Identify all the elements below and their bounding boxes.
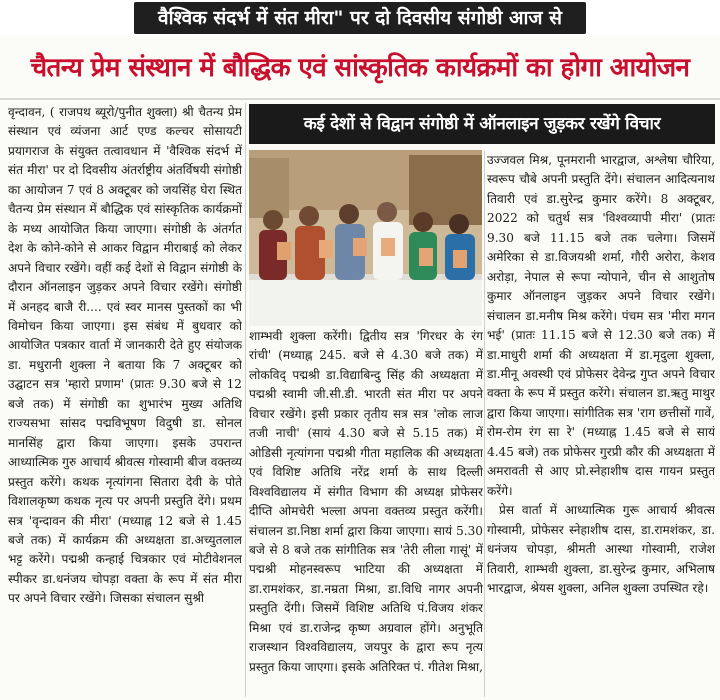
event-photo xyxy=(249,150,482,326)
kicker-strap xyxy=(0,0,720,36)
article-column-1 xyxy=(8,103,242,697)
event-photo-illustration xyxy=(249,150,482,326)
article-column-3 xyxy=(487,151,715,697)
headline: चैतन्य प्रेम संस्थान में बौद्धिक एवं सांस्कृतिक कार्यक्रमों का होगा आयोजन xyxy=(30,53,690,83)
subheadline: कई देशों से विद्वान संगोष्ठी में ऑनलाइन जुड़कर रखेंगे विचार xyxy=(249,104,715,144)
column-1-text: वृन्दावन, ( राजपथ ब्यूरो/पुनीत शुक्ला) श्री चैतन्य प्रेम संस्थान एवं व्यंजना आर्ट एण्ड कल्चर सोसायटी प्रयागराज के संयुक्त तत्वावधान में 'वैश्विक संदर्भ में संत मीरा' पर दो दिवसीय अंतर्राष्ट्रीय अंतर्विषयी संगोष्ठी का आयोजन 7 एवं 8 अक्टूबर को जयसिंह घेरा स्थित चैतन्य प्रेम संस्थान में बौद्धिक एवं सांस्कृतिक कार्यक्रमों के मध्य आयोजित किया जाएगा। संगोष्ठी के अंतर्गत देश के कोने-कोने से आकर विद्वान मीराबाई को लेकर अपने विचार रखेंगे। वहीं कई देशों से विद्वान संगोष्ठी के दौरान ऑनलाइन जुड़कर अपने विचार रखेंगे। संगोष्ठी में अनहद बाजै री.... एवं स्वर मानस पुस्तकों का भी विमोचन किया जाएगा। इस संबंध में बुधवार को आयोजित पत्रकार वार्ता में जानकारी देते हुए संयोजक डा. मधुरानी शुक्ला ने बताया कि 7 अक्टूबर को उद्घाटन सत्र 'म्हारो प्रणाम' (प्रातः 9.30 बजे से 12 बजे तक) में संगोष्ठी का शुभारंभ मुख्य अतिथि राज्यसभा सांसद पद्मविभूषण विदुषी डा. सोनल मानसिंह द्वारा किया जाएगा। इसके उपरान्त आध्यात्मिक गुरु आचार्य श्रीवत्स गोस्वामी बीज वक्तव्य प्रस्तुत करेंगे। कथक नृत्यांगना सितारा देवी के पोते विशालकृष्ण कथक नृत्य पर अपनी प्रस्तुति देंगे। प्रथम सत्र 'वृन्दावन की मीरा' (मध्याह्न 12 बजे से 1.45 बजे तक) में कार्यक्रम की अध्यक्षता डा.अच्युतलाल भट्ट करेंगे। पद्मश्री कन्हाई चित्रकार एवं मोटीवेशनल स्पीकर डा.धनंजय चोपड़ा वक्ता के रूप में संत मीरा पर अपने विचार रखेंगे। जिसका संचालन सुश्री xyxy=(8,105,242,606)
column-divider xyxy=(484,151,485,697)
headline-rule xyxy=(0,98,720,100)
column-2-text: शाम्भवी शुक्ला करेंगी। द्वितीय सत्र 'गिरधर के रंग रांची' (मध्याह्न 245. बजे से 4.30 बजे तक) में लोकविद् पद्मश्री डा.विद्याबिन्दु सिंह की अध्यक्षता में पद्मश्री स्वामी जी.सी.डी. भारती संत मीरा पर अपने विचार रखेंगे। इसी प्रकार तृतीय सत्र सत्र 'लोक लाज तजी नाची' (सायं 4.30 बजे से 5.15 तक) में ओडिसी नृत्यांगना पद्मश्री गीता महालिक की अध्यक्षता एवं विशिष्ट अतिथि नरेंद्र शर्मा के साथ दिल्ली विश्वविद्यालय में संगीत विभाग की अध्यक्ष प्रोफेसर दीप्ति ओमचेरी भल्ला अपना वक्तव्य प्रस्तुत करेंगी। संचालन डा.निष्ठा शर्मा द्वारा किया जाएगा। सायं 5.30 बजे से 8 बजे तक सांगीतिक सत्र 'तेरी लीला गासूं' में पद्मश्री मोहनस्वरूप भाटिया की अध्यक्षता में डा.रामशंकर, डा.नम्रता मिश्रा, डा.विधि नागर अपनी प्रस्तुति देंगी। जिसमें विशिष्ट अतिथि पं.विजय शंकर मिश्रा एवं डा.राजेन्द्र कृष्ण अग्रवाल होंगे। अनुभूति राजस्थान विश्वविद्यालय, जयपुर के द्वारा रूप नृत्य प्रस्तुत किया जाएगा। इसके अतिरिक्त पं. गीतेश मिश्रा, xyxy=(249,329,483,674)
article-column-2 xyxy=(249,327,483,697)
column-divider xyxy=(245,103,246,697)
column-3-closing-text: प्रेस वार्ता में आध्यात्मिक गुरू आचार्य श्रीवत्स गोस्वामी, प्रोफेसर स्नेहाशीष दास, डा.रामशंकर, डा. धनंजय चोपड़ा, श्रीमती आस्था गोस्वामी, राजेश तिवारी, शाम्भवी शुक्ला, डा.सुरेन्द्र कुमार, अभिलाष भारद्वाज, श्रेयस शुक्ला, अनिल शुक्ला उपस्थित रहे। xyxy=(487,503,715,595)
kicker-text: वैश्विक संदर्भ में संत मीरा" पर दो दिवसीय संगोष्ठी आज से xyxy=(134,2,586,34)
column-3-text: उज्जवल मिश्र, पूनमरानी भारद्वाज, अश्लेषा चौरिया, स्वरूप चौबे अपनी प्रस्तुति देंगे। संचालन आदित्यनाथ तिवारी एवं डा.सुरेन्द्र कुमार करेंगे। 8 अक्टूबर, 2022 को चतुर्थ सत्र 'विश्वव्यापी मीरा' (प्रातः 9.30 बजे 11.15 बजे तक चलेगा। जिसमें अमेरिका से डा.विजयश्री शर्मा, गौरी अरोरा, केशव अरोड़ा, नेपाल से रूपा न्योपाने, चीन से आशुतोष कुमार ऑनलाइन जुड़कर अपने विचार रखेंगे। संचालन डा.मनीष मिश्र करेंगे। पंचम सत्र 'मीरा मगन भई' (प्रातः 11.15 बजे से 12.30 बजे तक) में डा.माधुरी शर्मा की अध्यक्षता में डा.मृदुला शुक्ला, डा.मीनू अवस्थी एवं प्रोफेसर देवेन्द्र गुप्त अपने विचार वक्ता के रूप में प्रस्तुत करेंगे। संचालन डा.ऋतु माथुर द्वारा किया जाएगा। सांगीतिक सत्र 'राग छत्तीसों गावें, रोम-रोम रंग सा रे' (मध्याह्न 1.45 बजे से सायं 4.45 बजे) तक प्रोफेसर गुरप्री कौर की अध्यक्षता में अमरावती से आए प्रो.स्नेहाशीष दास गायन प्रस्तुत करेंगे। xyxy=(487,153,715,498)
